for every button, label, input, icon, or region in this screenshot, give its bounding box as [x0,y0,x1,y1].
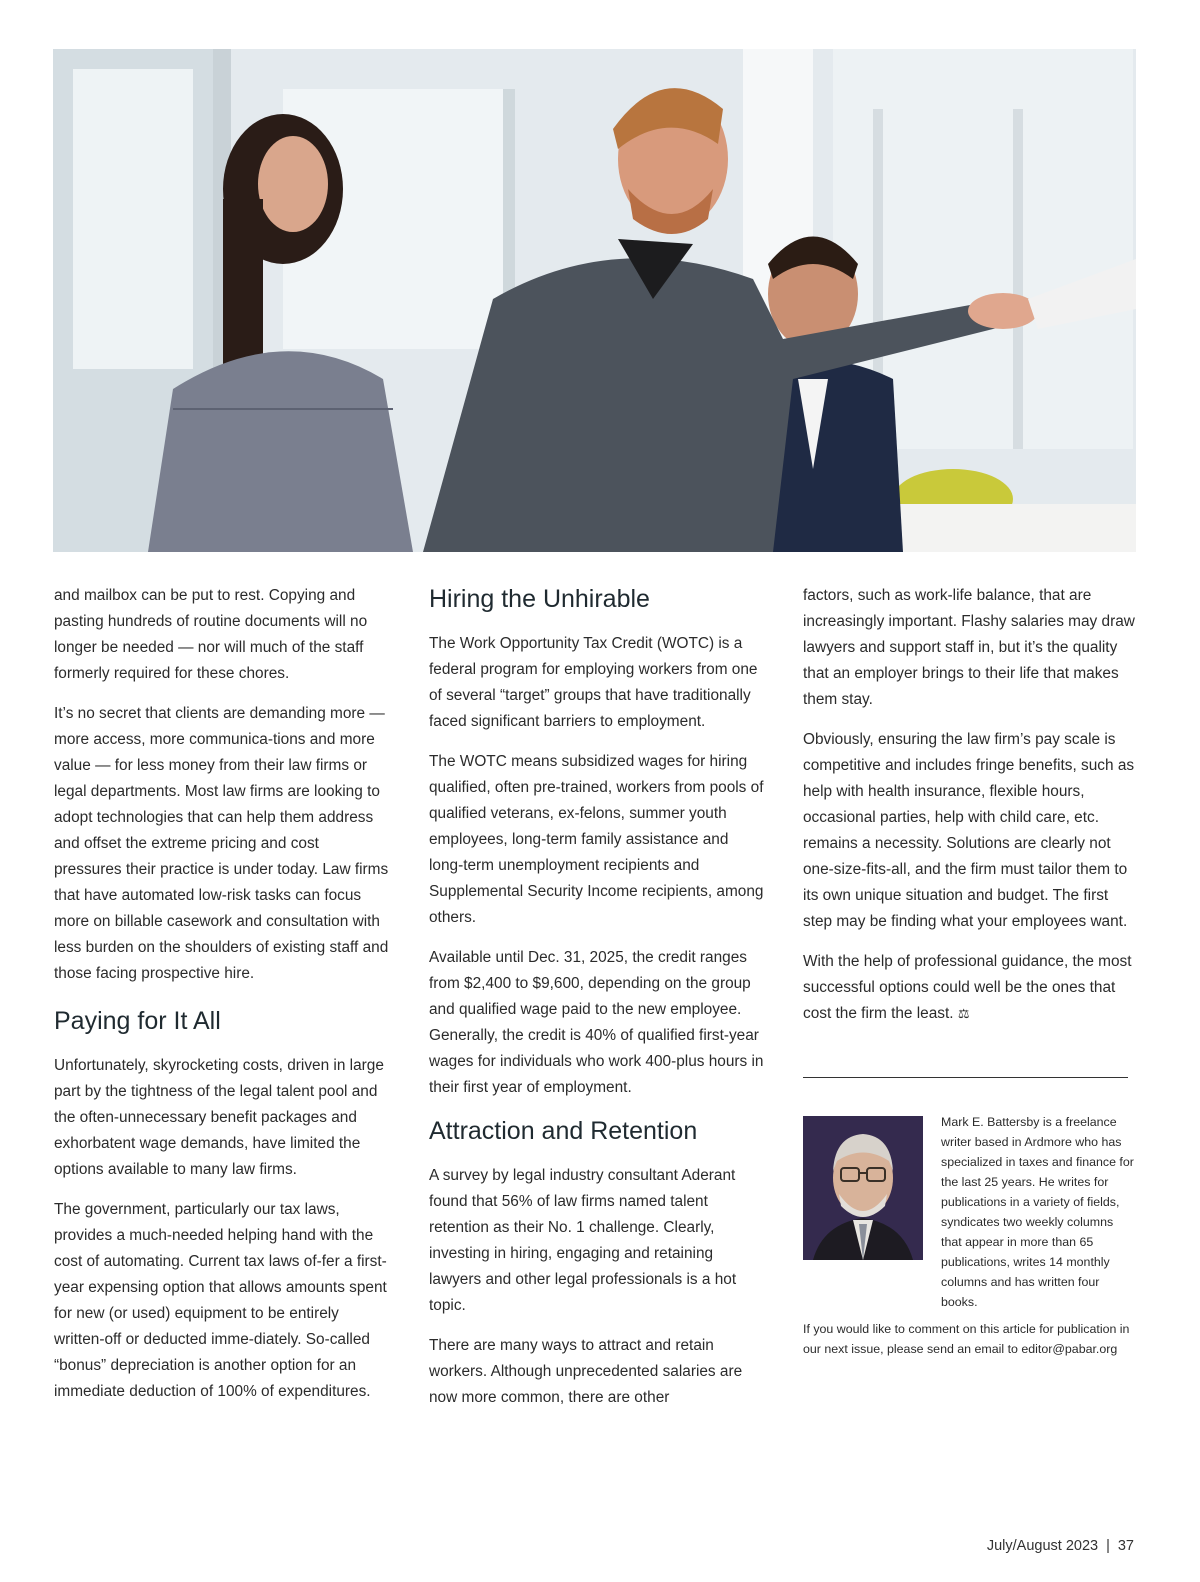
footer-separator: | [1106,1538,1110,1554]
office-handshake-illustration [53,49,1136,552]
paragraph: and mailbox can be put to rest. Copying and pasting hundreds of routine documents will no longer be needed — nor will much of the staff formerly required for these chores. [54,587,368,682]
page-number: 37 [1117,1538,1134,1554]
paragraph: It’s no secret that clients are demanding more — more access, more communica-tions and more value — for less money from their law firms or legal departments. Most law firms are looking to adopt technologies that can help them address and offset the extreme pricing and cost pressures their practice is under today. Law firms that have automated low-risk tasks can focus more on billable casework and consultation with less burden on the shoulders of existing staff and those facing prospective hire. [54,705,389,982]
section-heading-paying: Paying for It All [54,1007,221,1035]
closing-text: With the help of professional guidance, the most successful options could well be the ones that cost the firm the least. [803,953,1132,1022]
paragraph: Available until Dec. 31, 2025, the credit ranges from $2,400 to $9,600, depending on the group and qualified wage paid to the new employee. Generally, the credit is 40% of qualified first-year wages for individuals who work 400-plus hours in their first year of employment. [429,949,764,1096]
comment-note [803,1319,1133,1359]
paragraph: Unfortunately, skyrocketing costs, driven in large part by the tightness of the legal talent pool and the often-unnecessary benefit packages and exhorbatent wage demands, have limited the options available to many law firms. [54,1057,384,1178]
author-portrait [803,1116,923,1260]
issue-date: July/August 2023 [986,1538,1099,1554]
paragraph: The government, particularly our tax laws, provides a much-needed helping hand with the cost of automating. Current tax laws of-fer a first-year expensing option that allows amounts spent for new (or used) equipment to be entirely written-off or deducted imme-diately. So-called “bonus” depreciation is another option for an immediate deduction of 100% of expenditures. [54,1201,387,1400]
hero-photo [53,49,1136,552]
section-heading-attraction: Attraction and Retention [429,1117,698,1145]
paragraph: Obviously, ensuring the law firm’s pay scale is competitive and includes fringe benefits, such as help with health insurance, flexible hours, occasional parties, help with child care, etc. remains a necessity. Solutions are clearly not one-size-fits-all, and the firm must tailor them to its own unique situation and budget. The first step may be finding what your employees want. [803,731,1135,930]
author-photo-illustration [803,1116,923,1260]
author-bio: Mark E. Battersby is a freelance writer based in Ardmore who has specialized in taxes and finance for the last 25 years. He writes for publications in a variety of fields, syndicates two weekly columns that appear in more than 65 publications, writes 14 monthly columns and has written four books. [941,1115,1134,1309]
section-heading-hiring: Hiring the Unhirable [429,585,650,613]
column-3 [803,583,1138,1041]
column-2 [429,583,764,1425]
paragraph: factors, such as work-life balance, that are increasingly important. Flashy salaries may draw lawyers and support staff in, but it’s the quality that an employer brings to their life that makes them stay. [803,587,1135,708]
paragraph: A survey by legal industry consultant Aderant found that 56% of law firms named talent retention as their No. 1 challenge. Clearly, investing in hiring, engaging and retaining lawyers and other legal professionals is a hot topic. [429,1167,737,1314]
page-footer [987,1538,1134,1554]
paragraph: The Work Opportunity Tax Credit (WOTC) is a federal program for employing workers from one of several “target” groups that have traditionally faced significant barriers to employment. [429,635,758,730]
scales-icon: ⚖ [957,1006,970,1021]
paragraph: There are many ways to attract and retain workers. Although unprecedented salaries are now more common, there are other [429,1337,743,1406]
paragraph-closing [803,949,1138,1027]
comment-text: If you would like to comment on this article for publication in our next issue, please send an email to editor@pabar.org [803,1322,1130,1356]
divider-rule [803,1077,1128,1078]
paragraph: The WOTC means subsidized wages for hiring qualified, often pre-trained, workers from pools of qualified veterans, ex-felons, summer youth employees, long-term family assistance and long-term unemployment recipients and Supplemental Security Income recipients, among others. [429,753,764,926]
column-1 [54,583,389,1419]
